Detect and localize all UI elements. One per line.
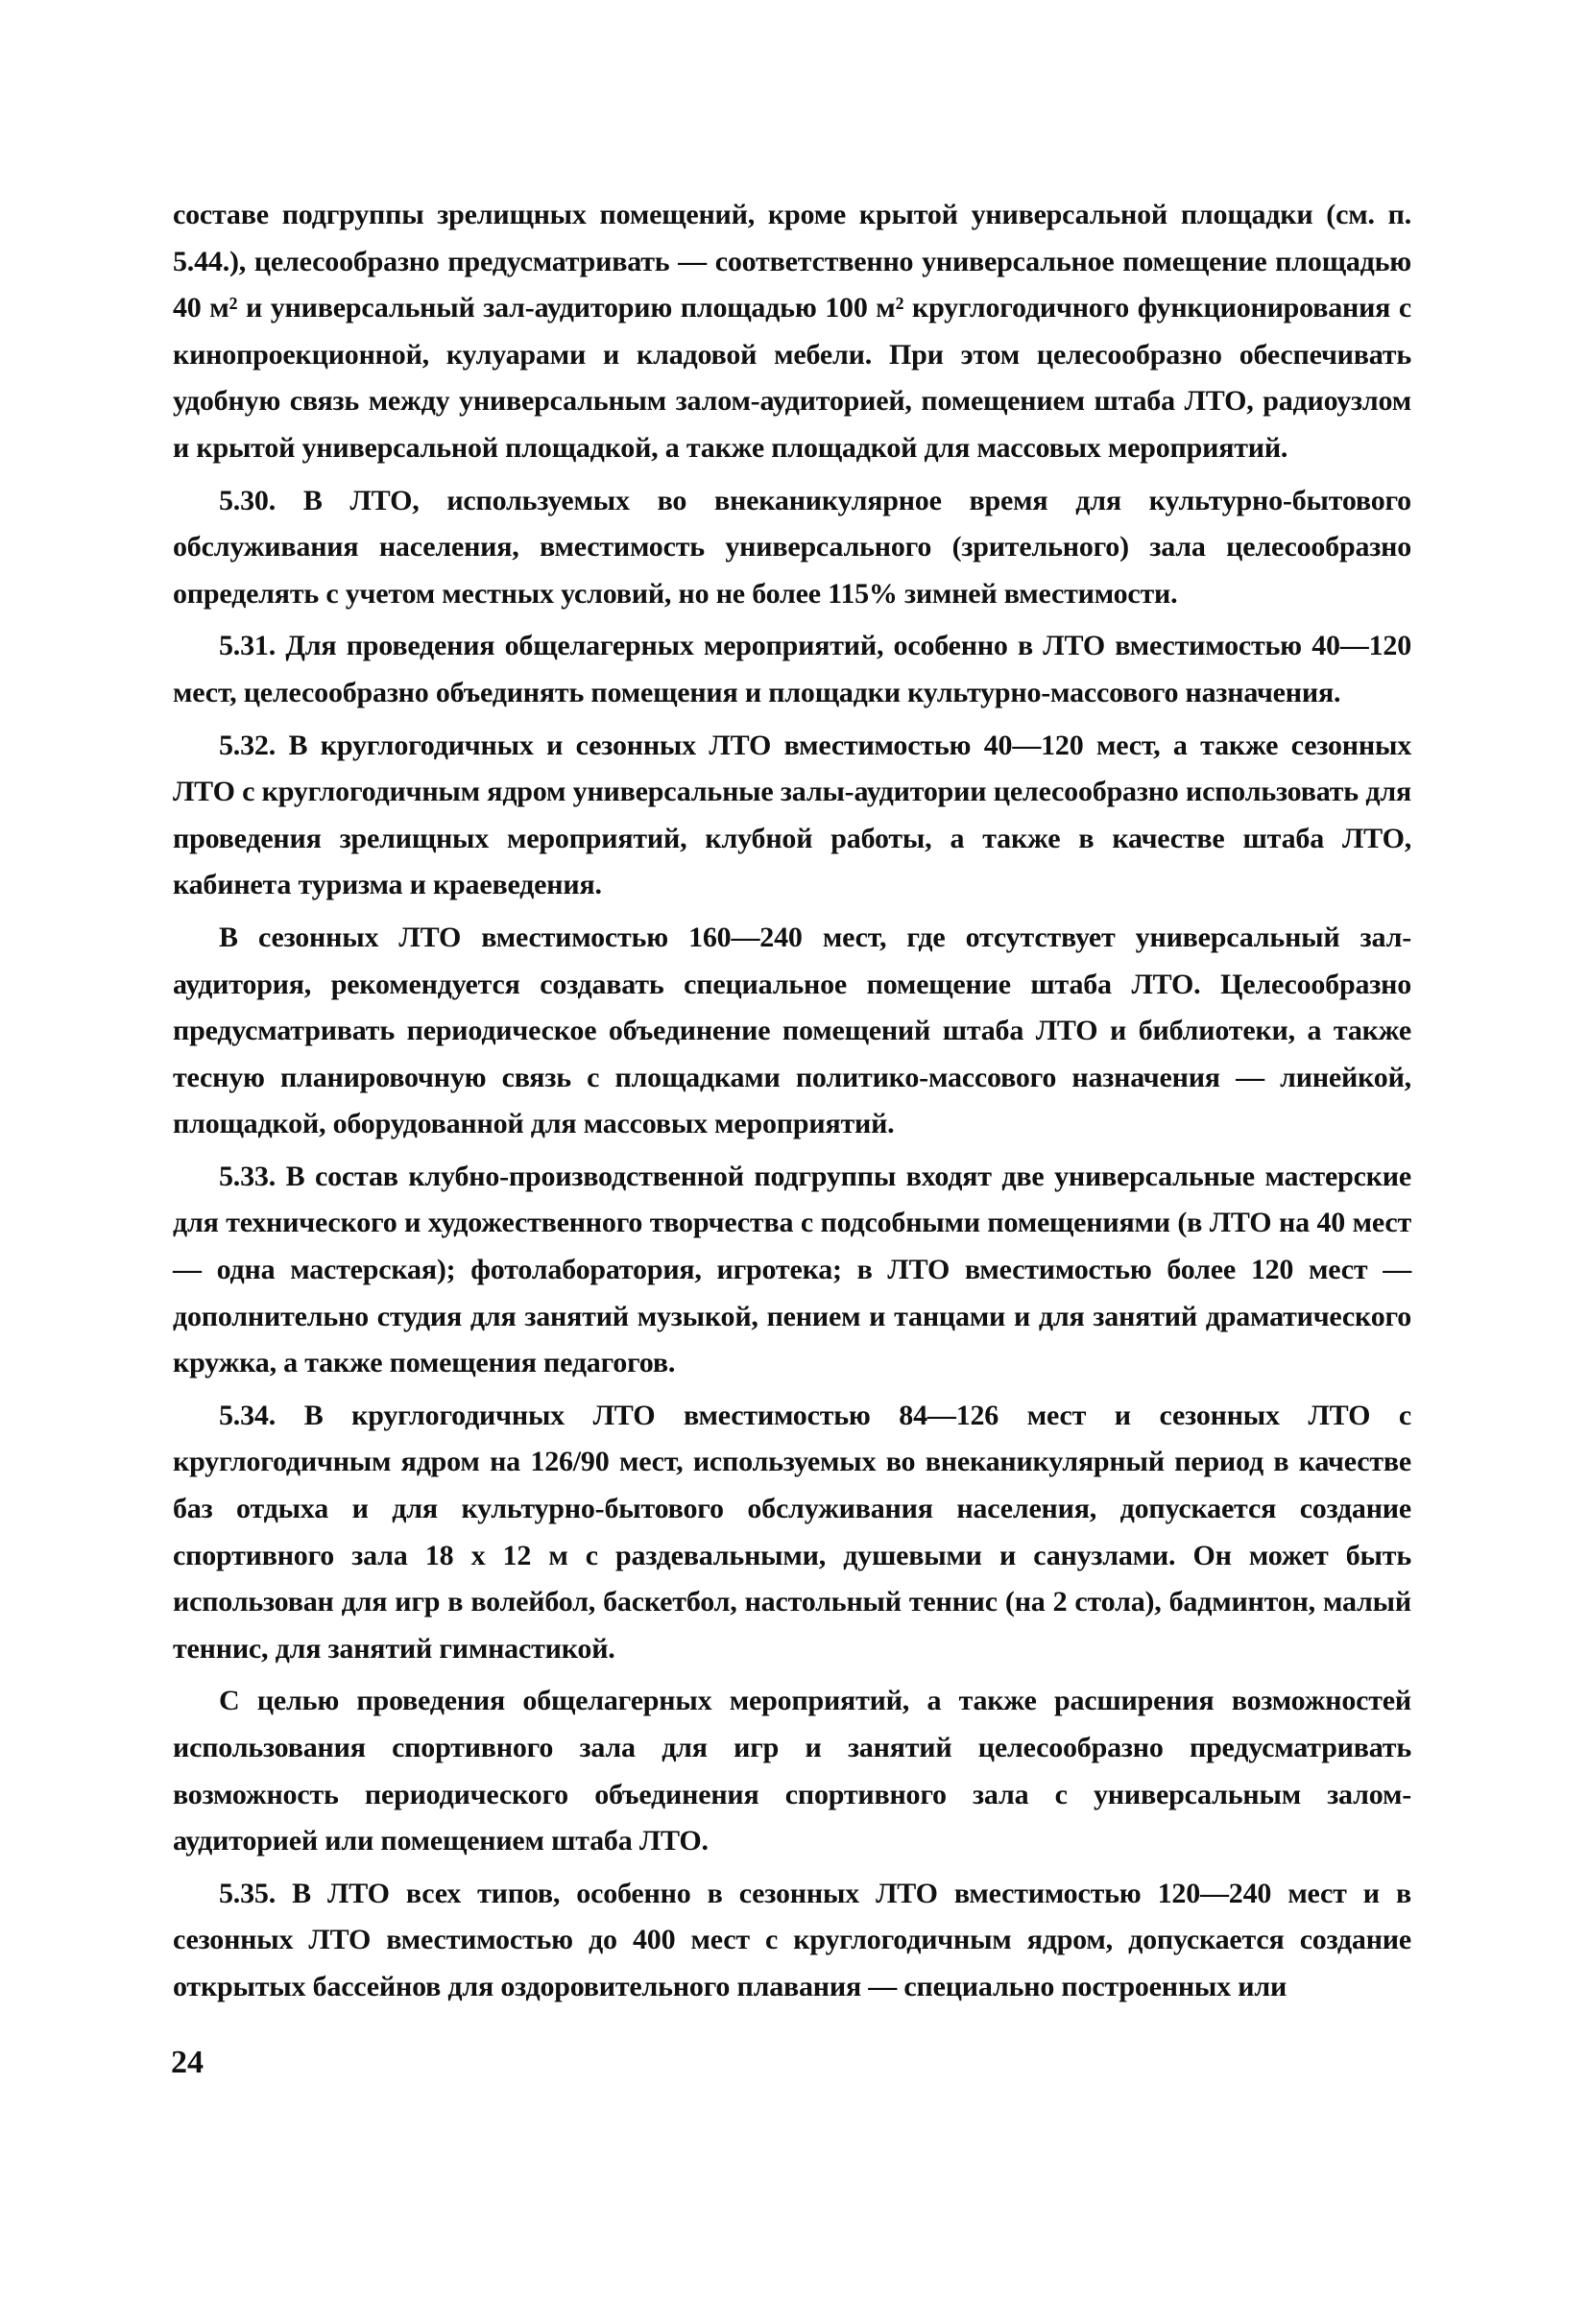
paragraph-5-33 (173, 1154, 1411, 1387)
paragraph-5-32 (173, 723, 1411, 909)
paragraph-5-34-continued (173, 1678, 1411, 1864)
paragraph-5-31 (173, 623, 1411, 716)
paragraph-text: В состав клубно-производственной подгруппы входят две универсальные мастерские для технического и художественного творчества с подсобными помещениями (в ЛТО на 40 мест — одна мастерская); фотолаборатория, игротека; в ЛТО вместимостью более 120 мест — дополнительно студия для занятий музыкой, пением и танцами и для занятий драматического кружка, а также помещения педагогов. (173, 1160, 1411, 1379)
paragraph-5-32-continued (173, 915, 1411, 1148)
paragraph-number: 5.35. (219, 1877, 277, 1909)
page-number: 24 (171, 2045, 204, 2080)
paragraph-text: В круглогодичных ЛТО вместимостью 84—126 мест и сезонных ЛТО с круглогодичным ядром на 126/90 мест, используемых во внеканикулярный период в качестве баз отдыха и для культурно-бытового обслуживания населения, допускается создание спортивного зала 18 х 12 м с раздевальными, душевыми и санузлами. Он может быть использован для игр в волейбол, баскетбол, настольный теннис (на 2 стола), бадминтон, малый теннис, для занятий гимнастикой. (173, 1399, 1411, 1665)
paragraph-continuation (173, 192, 1411, 472)
document-page (173, 192, 1411, 2011)
paragraph-number: 5.33. (219, 1160, 277, 1192)
paragraph-text: составе подгруппы зрелищных помещений, кроме крытой универсальной площадки (см. п. 5.44.), целесообразно предусматривать — соответственно универсальное помещение площадью 40 м² и универсальный зал-аудиторию площадью 100 м² круглогодичного функционирования с кинопроекционной, кулуарами и кладовой мебели. При этом целесообразно обеспечивать удобную связь между универсальным залом-аудиторией, помещением штаба ЛТО, радиоузлом и крытой универсальной площадкой, а также площадкой для массовых мероприятий. (173, 199, 1411, 464)
paragraph-text: В круглогодичных и сезонных ЛТО вместимостью 40—120 мест, а также сезонных ЛТО с круглогодичным ядром универсальные залы-аудитории целесообразно использовать для проведения зрелищных мероприятий, клубной работы, а также в качестве штаба ЛТО, кабинета туризма и краеведения. (173, 729, 1411, 901)
paragraph-text: В сезонных ЛТО вместимостью 160—240 мест, где отсутствует универсальный зал-аудитория, рекомендуется создавать специальное помещение штаба ЛТО. Целесообразно предусматривать периодическое объединение помещений штаба ЛТО и библиотеки, а также тесную планировочную связь с площадками политико-массового назначения — линейкой, площадкой, оборудованной для массовых мероприятий. (173, 921, 1411, 1140)
paragraph-text: В ЛТО, используемых во внеканикулярное время для культурно-бытового обслуживания населения, вместимость универсального (зрительного) зала целесообразно определять с учетом местных условий, но не более 115% зимней вместимости. (173, 484, 1411, 610)
paragraph-number: 5.34. (219, 1399, 277, 1431)
paragraph-text: С целью проведения общелагерных мероприятий, а также расширения возможностей использования спортивного зала для игр и занятий целесообразно предусматривать возможность периодического объединения спортивного зала с универсальным залом-аудиторией или помещением штаба ЛТО. (173, 1685, 1411, 1857)
paragraph-5-35 (173, 1871, 1411, 2011)
paragraph-number: 5.32. (219, 729, 277, 761)
paragraph-text: В ЛТО всех типов, особенно в сезонных ЛТО вместимостью 120—240 мест и в сезонных ЛТО вместимостью до 400 мест с круглогодичным ядром, допускается создание открытых бассейнов для оздоровительного плавания — специально построенных или (173, 1877, 1411, 2002)
paragraph-number: 5.31. (219, 630, 277, 662)
paragraph-text: Для проведения общелагерных мероприятий, особенно в ЛТО вместимостью 40—120 мест, целесообразно объединять помещения и площадки культурно-массового назначения. (173, 630, 1411, 708)
paragraph-number: 5.30. (219, 484, 277, 516)
paragraph-5-34 (173, 1393, 1411, 1673)
paragraph-5-30 (173, 478, 1411, 618)
